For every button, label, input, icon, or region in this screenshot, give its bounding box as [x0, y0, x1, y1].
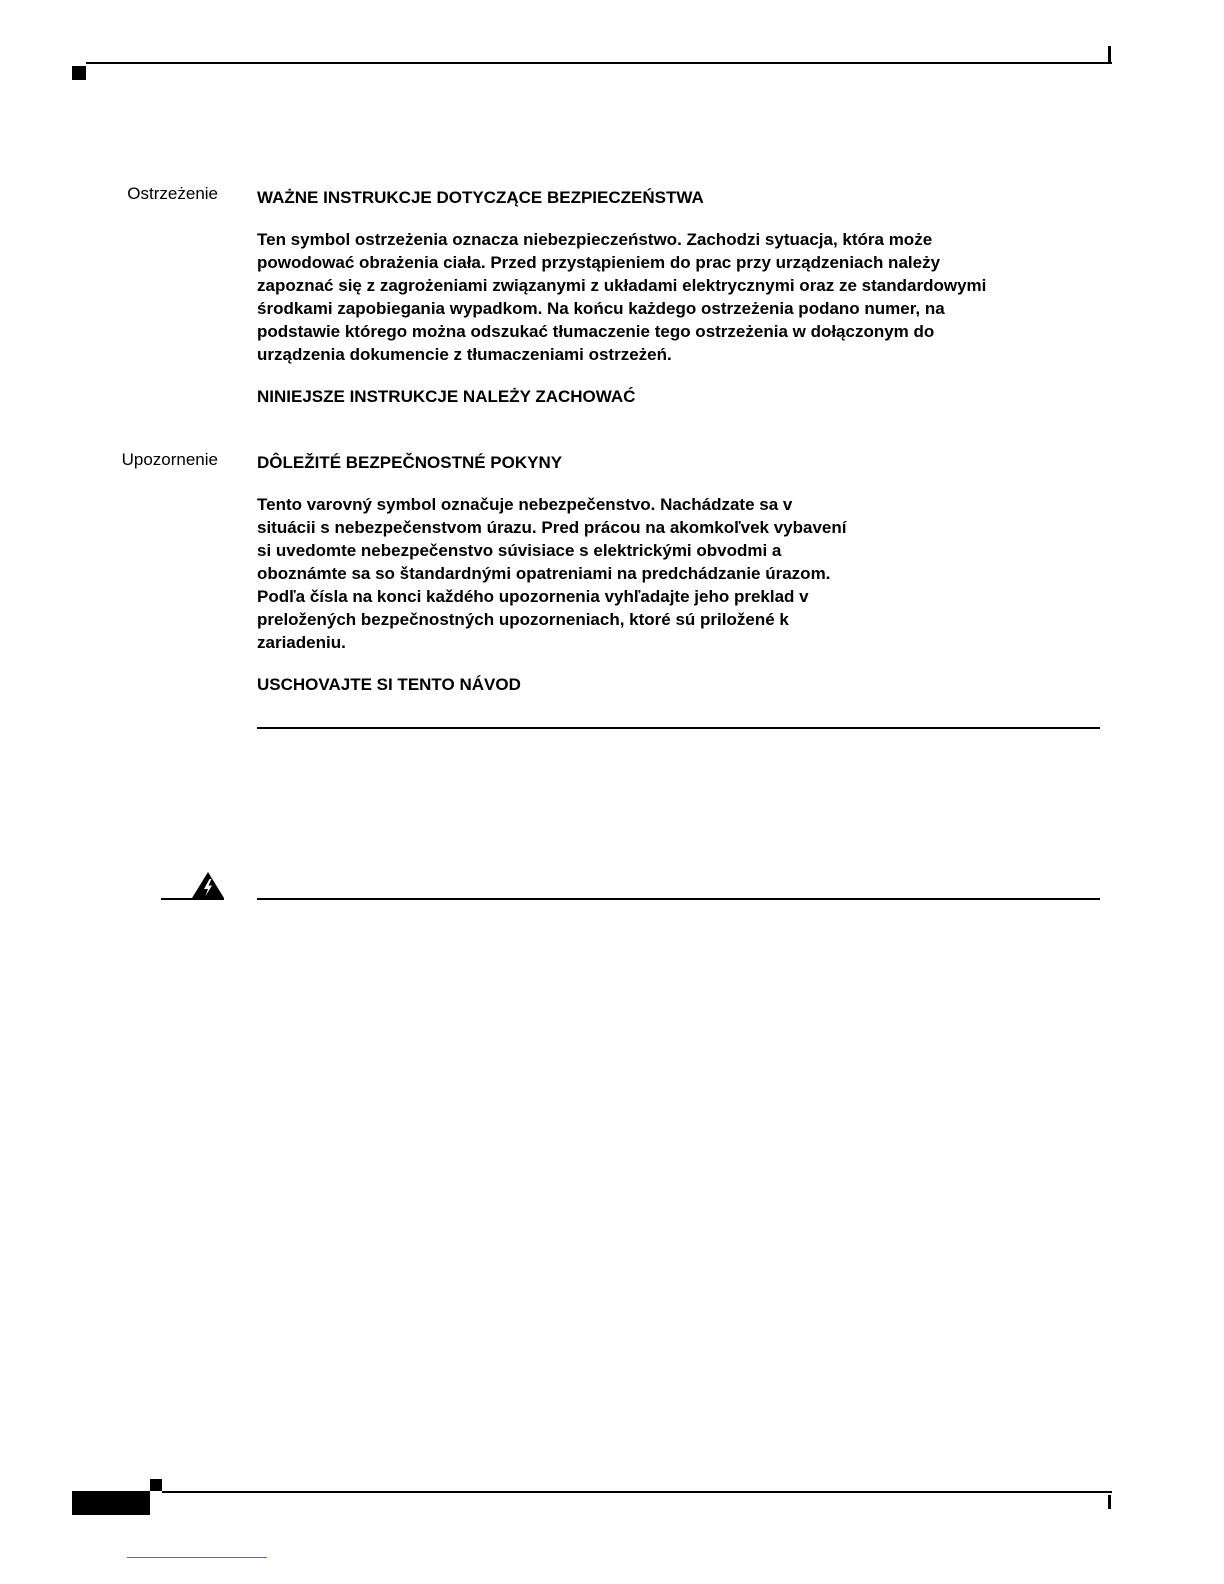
footer-link-underline — [127, 1557, 267, 1558]
footer-rule — [162, 1491, 1112, 1493]
warning-label-slovak: Upozornenie — [121, 450, 218, 469]
warning-closing: NINIEJSZE INSTRUKCJE NALEŻY ZACHOWAĆ — [257, 387, 636, 406]
warning-body: Ten symbol ostrzeżenia oznacza niebezpieczeństwo. Zachodzi sytuacja, która może powodować obrażenia ciała. Przed przystąpieniem do prac przy urządzeniach należy zapoznać się z zagrożeniami związanymi z układami elektrycznymi oraz ze standardowymi środkami zapobiegania wypadkom. Na końcu każdego ostrzeżenia podano numer, na podstawie którego można odszukać tłumaczenie tego ostrzeżenia w dołączonym do urządzenia dokumencie z tłumaczeniami ostrzeżeń. — [257, 230, 987, 364]
icon-underline — [161, 898, 224, 900]
header-rule — [86, 62, 1112, 64]
warning-heading: DÔLEŽITÉ BEZPEČNOSTNÉ POKYNY — [257, 453, 563, 472]
footer-tick — [1108, 1495, 1111, 1509]
warning-heading: WAŻNE INSTRUKCJE DOTYCZĄCE BEZPIECZEŃSTWA — [257, 188, 704, 207]
warning-triangle-icon — [190, 870, 226, 900]
footer-bar — [72, 1491, 150, 1515]
warning-body: Tento varovný symbol označuje nebezpečenstvo. Nachádzate sa v situácii s nebezpečenstvom úrazu. Pred prácou na akomkoľvek vybavení si uvedomte nebezpečenstvo súvisiace s elektrickými obvodmi a oboznámte sa so štandardnými opatreniami na predchádzanie úrazom. Podľa čísla na konci každého upozornenia vyhľadajte jeho preklad v preložených bezpečnostných upozorneniach, ktoré sú priložené k zariadeniu. — [257, 495, 847, 652]
warning-block-polish — [257, 186, 1077, 408]
warning-block-slovak — [257, 451, 1077, 696]
warning-label-polish: Ostrzeżenie — [127, 184, 218, 203]
header-square — [72, 66, 86, 80]
footer-square — [150, 1479, 162, 1491]
section-end-rule — [257, 727, 1100, 729]
section-start-rule — [257, 898, 1100, 900]
warning-closing: USCHOVAJTE SI TENTO NÁVOD — [257, 675, 521, 694]
